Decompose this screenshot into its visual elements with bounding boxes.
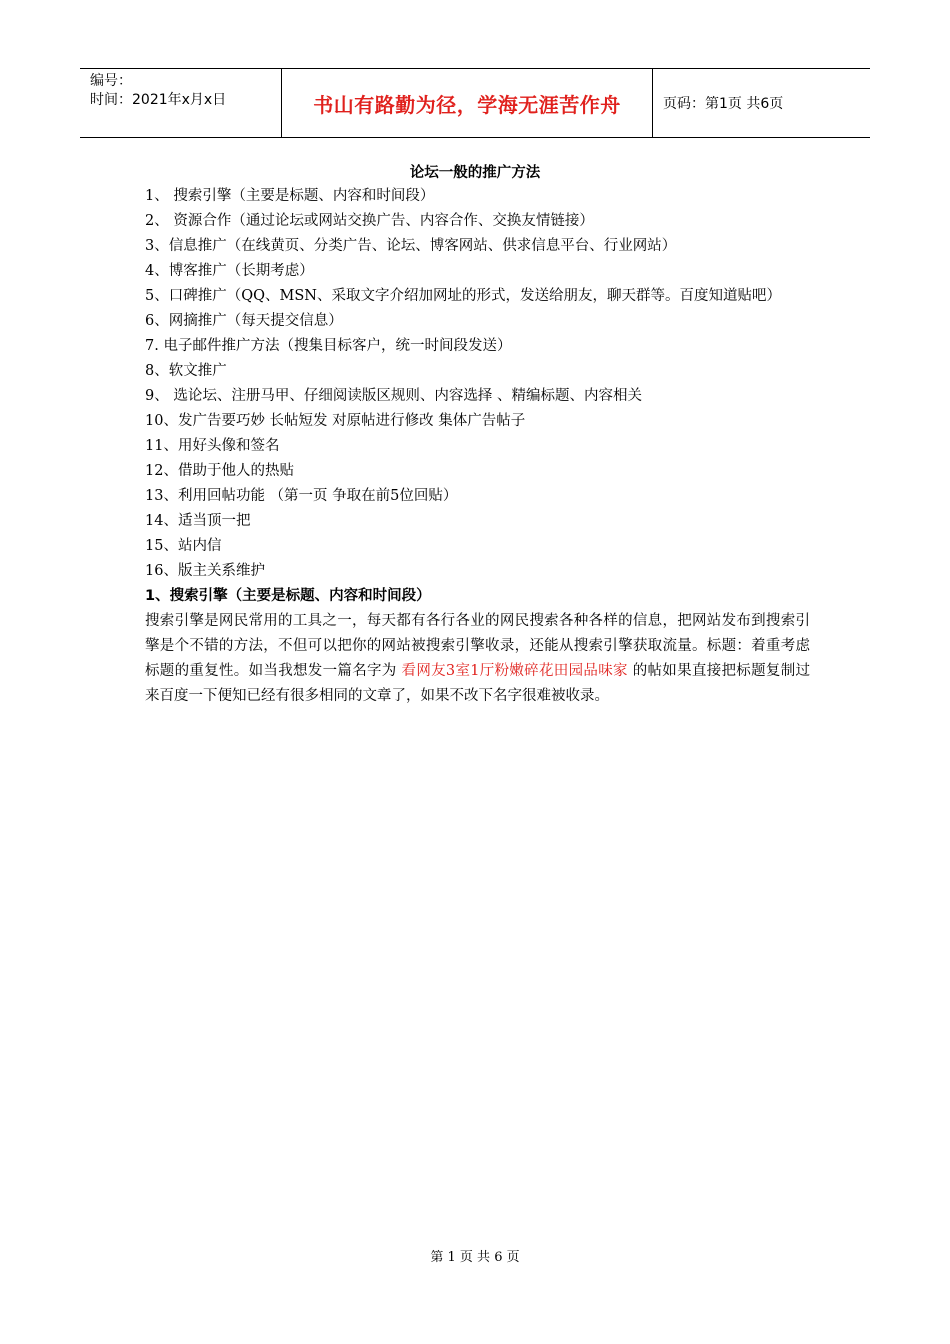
list-item: 11、用好头像和签名 [145, 438, 280, 454]
section-heading: 1、搜索引擎（主要是标题、内容和时间段） [145, 588, 431, 604]
list-item: 3、信息推广（在线黄页、分类广告、论坛、博客网站、供求信息平台、行业网站） [145, 238, 677, 254]
list-item: 1、 搜索引擎（主要是标题、内容和时间段） [145, 188, 435, 204]
list-item: 15、站内信 [145, 538, 222, 554]
list-item: 16、版主关系维护 [145, 563, 265, 579]
list-item: 9、 选论坛、注册马甲、仔细阅读版区规则、内容选择 、精编标题、内容相关 [145, 388, 642, 404]
list-item: 12、借助于他人的热贴 [145, 463, 294, 479]
document-date: 时间：2021年x月x日 [90, 92, 227, 108]
list-item: 2、 资源合作（通过论坛或网站交换广告、内容合作、交换友情链接） [145, 213, 594, 229]
header-page-number: 页码：第1页 共6页 [663, 96, 784, 112]
list-item: 8、软文推广 [145, 363, 227, 379]
list-item: 13、利用回帖功能 （第一页 争取在前5位回贴） [145, 488, 458, 504]
page-footer: 第 1 页 共 6 页 [430, 1250, 520, 1265]
header-meta [80, 69, 281, 137]
paragraph-text: 的帖如果直接把标题复制过来百度一下便知已经有很多相同的文章了，如果不改下名字很难被收录。 [145, 663, 811, 704]
list-item: 7. 电子邮件推广方法（搜集目标客户，统一时间段发送） [145, 338, 512, 354]
list-item: 6、网摘推广（每天提交信息） [145, 313, 343, 329]
document-body [145, 184, 810, 709]
section-paragraph [145, 609, 810, 709]
list-item: 14、适当顶一把 [145, 513, 251, 529]
highlighted-title: 看网友3室1厅粉嫩碎花田园品味家 [401, 663, 628, 679]
page-header [80, 68, 870, 138]
list-item: 4、博客推广（长期考虑） [145, 263, 314, 279]
document-title: 论坛一般的推广方法 [409, 164, 541, 181]
list-item: 5、口碑推广（QQ、MSN、采取文字介绍加网址的形式，发送给朋友，聊天群等。百度知道贴吧） [145, 288, 781, 304]
paragraph-text: 搜索引擎是网民常用的工具之一，每天都有各行各业的网民搜索各种各样的信息，把网站发布到搜索引擎是个不错的方法，不但可以把你的网站被搜索引擎收录，还能从搜索引擎获取流量。标题：着重考虑标题的重复性。如当我想发一篇名字为 [145, 613, 810, 679]
header-motto: 书山有路勤为径，学海无涯苦作舟 [281, 69, 653, 137]
list-item: 10、发广告要巧妙 长帖短发 对原帖进行修改 集体广告帖子 [145, 413, 526, 429]
document-number: 编号： [90, 73, 132, 89]
